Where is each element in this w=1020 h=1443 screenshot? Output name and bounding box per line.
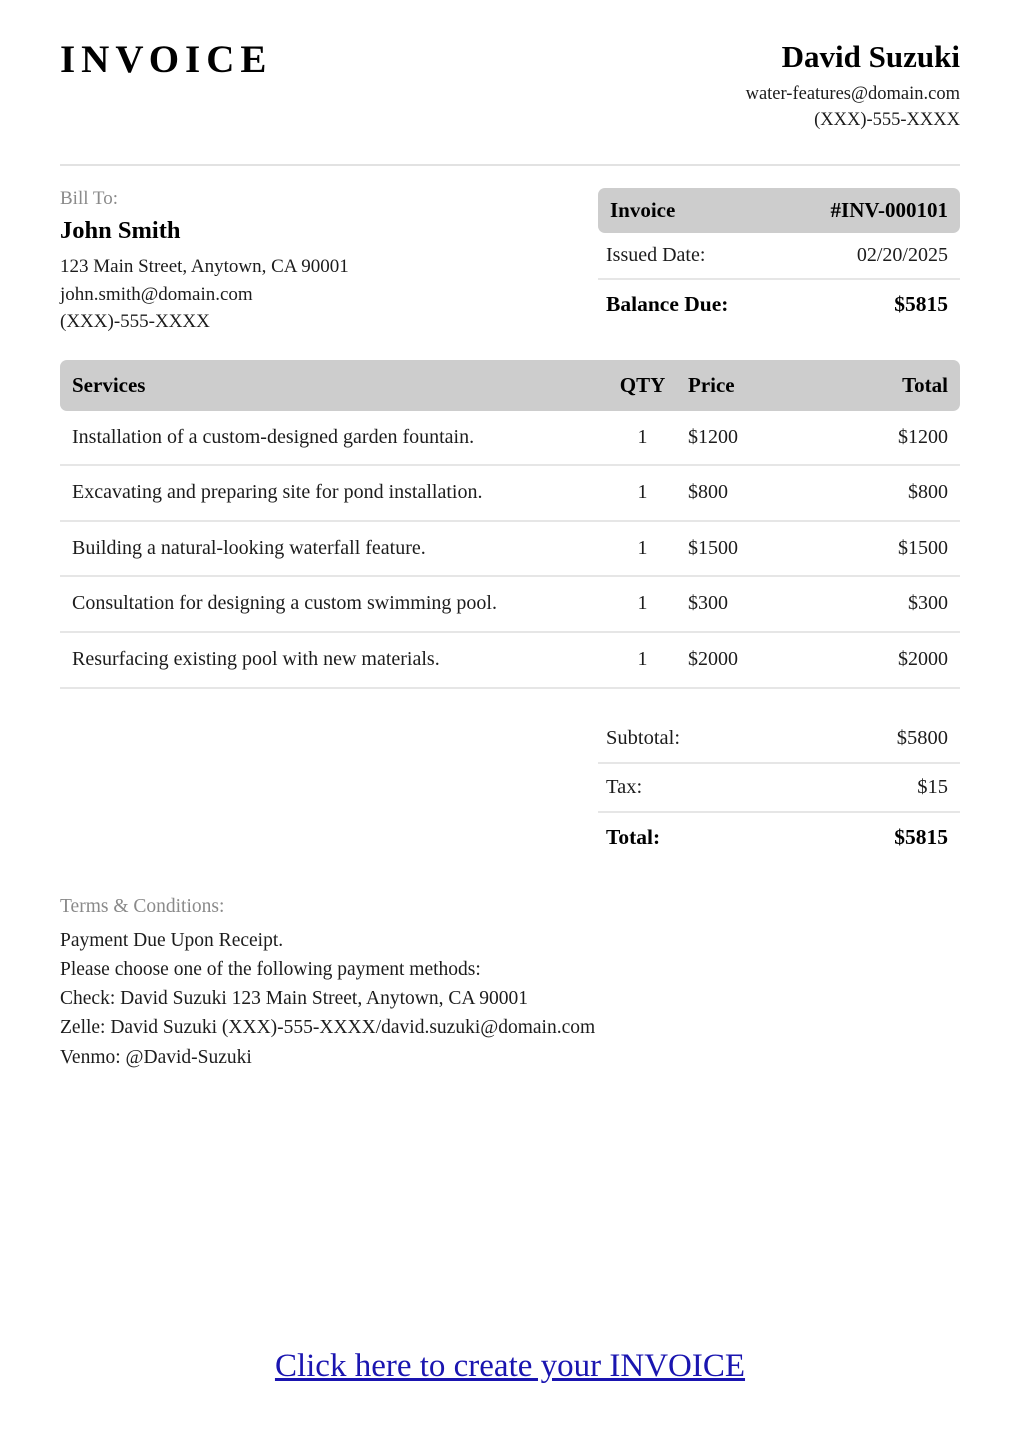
vendor-name: David Suzuki <box>781 39 960 74</box>
grand-total-label: Total: <box>606 824 661 849</box>
row-service: Installation of a custom-designed garden fountain. <box>60 411 605 466</box>
bill-to-name: John Smith <box>60 217 181 244</box>
issued-date-row <box>598 233 960 280</box>
vendor-block <box>746 38 960 132</box>
services-table <box>60 360 960 689</box>
column-header-total: Total <box>828 360 960 411</box>
totals-block <box>598 715 960 862</box>
create-invoice-link[interactable]: Click here to create your INVOICE <box>274 1348 746 1384</box>
services-table-body <box>60 411 960 688</box>
terms-line: Zelle: David Suzuki (XXX)-555-XXXX/david.suzuki@domain.com <box>60 1017 596 1039</box>
row-service: Resurfacing existing pool with new materials. <box>60 632 605 688</box>
row-price: $1500 <box>680 521 828 577</box>
row-qty: 1 <box>605 465 680 521</box>
footer <box>0 1348 1020 1385</box>
row-price: $800 <box>680 465 828 521</box>
table-header-row <box>60 360 960 411</box>
invoice-header <box>60 0 960 132</box>
bill-to-phone: (XXX)-555-XXXX <box>60 311 210 333</box>
row-total: $800 <box>828 465 960 521</box>
row-total: $300 <box>828 576 960 632</box>
totals-section <box>60 715 960 862</box>
table-row <box>60 632 960 688</box>
bill-to-address: 123 Main Street, Anytown, CA 90001 <box>60 256 349 277</box>
tax-value: $15 <box>917 775 948 798</box>
tax-label: Tax: <box>606 775 643 798</box>
row-price: $1200 <box>680 411 828 466</box>
vendor-phone: (XXX)-555-XXXX <box>814 109 960 130</box>
invoice-meta-box <box>598 188 960 328</box>
balance-due-value: $5815 <box>894 292 948 316</box>
grand-total-row <box>598 813 960 862</box>
subtotal-label: Subtotal: <box>606 726 681 749</box>
column-header-services: Services <box>60 360 605 411</box>
grand-total-value: $5815 <box>894 824 948 849</box>
row-qty: 1 <box>605 576 680 632</box>
invoice-meta-header-label: Invoice <box>610 198 676 222</box>
row-total: $2000 <box>828 632 960 688</box>
subtotal-value: $5800 <box>896 726 948 749</box>
bill-to-email: john.smith@domain.com <box>60 283 253 305</box>
row-service: Excavating and preparing site for pond installation. <box>60 465 605 521</box>
table-row <box>60 411 960 466</box>
row-service: Building a natural-looking waterfall feature. <box>60 521 605 577</box>
terms-line: Check: David Suzuki 123 Main Street, Anytown, CA 90001 <box>60 988 528 1010</box>
tax-row <box>598 764 960 813</box>
billing-and-meta <box>60 188 960 336</box>
terms-and-conditions <box>60 896 960 1072</box>
subtotal-row <box>598 715 960 764</box>
balance-due-row <box>598 280 960 328</box>
terms-line: Venmo: @David-Suzuki <box>60 1046 252 1068</box>
row-service: Consultation for designing a custom swimming pool. <box>60 576 605 632</box>
bill-to-block <box>60 188 580 336</box>
balance-due-label: Balance Due: <box>606 292 729 316</box>
row-qty: 1 <box>605 411 680 466</box>
row-total: $1500 <box>828 521 960 577</box>
invoice-meta-header <box>598 188 960 233</box>
row-total: $1200 <box>828 411 960 466</box>
terms-line: Payment Due Upon Receipt. <box>60 929 284 951</box>
issued-date-value: 02/20/2025 <box>856 244 948 266</box>
row-qty: 1 <box>605 632 680 688</box>
table-row <box>60 576 960 632</box>
column-header-qty: QTY <box>605 360 680 411</box>
column-header-price: Price <box>680 360 828 411</box>
page-title: INVOICE <box>60 38 273 81</box>
table-row <box>60 465 960 521</box>
services-table-head <box>60 360 960 411</box>
terms-label: Terms & Conditions: <box>60 895 225 917</box>
vendor-email: water-features@domain.com <box>745 83 960 104</box>
issued-date-label: Issued Date: <box>606 244 706 266</box>
row-price: $300 <box>680 576 828 632</box>
bill-to-label: Bill To: <box>60 188 118 209</box>
row-qty: 1 <box>605 521 680 577</box>
terms-line: Please choose one of the following payment methods: <box>60 958 481 980</box>
table-row <box>60 521 960 577</box>
row-price: $2000 <box>680 632 828 688</box>
invoice-number: #INV-000101 <box>830 198 948 222</box>
header-divider <box>60 164 960 166</box>
